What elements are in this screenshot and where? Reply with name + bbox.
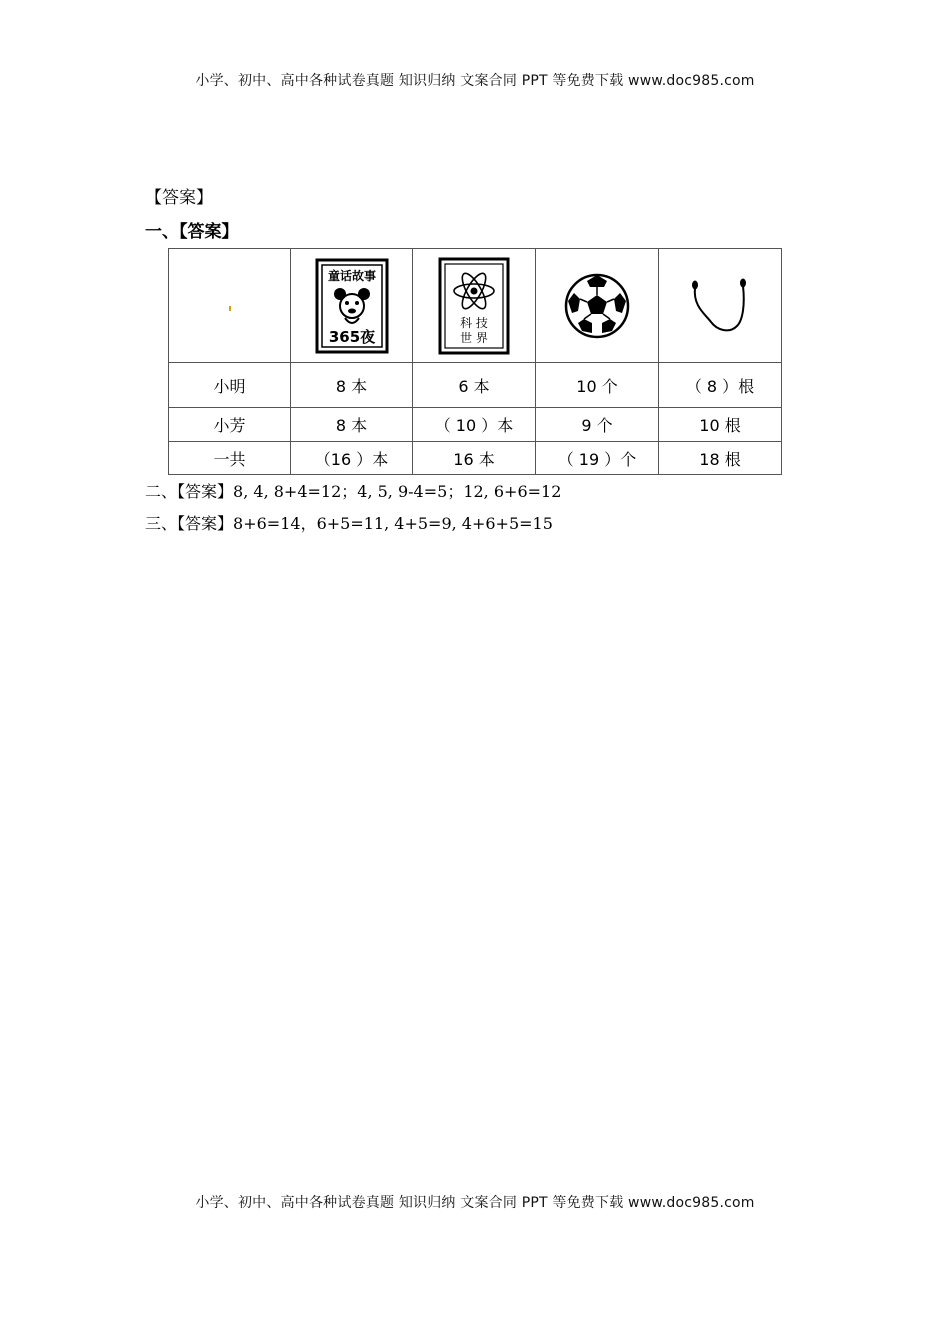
row-name: 小明 — [169, 363, 291, 408]
section-two — [145, 479, 561, 502]
section-three-prefix: 三、 — [145, 514, 178, 533]
table-row — [169, 363, 782, 408]
table-cell: 8 本 — [291, 363, 413, 408]
page-footer: 小学、初中、高中各种试卷真题 知识归纳 文案合同 PPT 等免费下载 www.doc985.com — [195, 1195, 755, 1211]
soccer-ball-icon — [564, 273, 630, 339]
table-row — [169, 442, 782, 475]
corner-cell — [169, 249, 291, 363]
table-cell: （16 ）本 — [291, 442, 413, 475]
table-cell: 9 个 — [536, 408, 659, 442]
table-cell: 16 本 — [413, 442, 536, 475]
section-two-content: 8, 4, 8+4=12；4, 5, 9-4=5；12, 6+6=12 — [233, 482, 562, 501]
table-cell: （ 10 ）本 — [413, 408, 536, 442]
table-row — [169, 408, 782, 442]
book1-title: 童话故事 — [327, 268, 376, 283]
table-cell: 8 本 — [291, 408, 413, 442]
book2-cell — [413, 249, 536, 363]
book1-subtitle: 365夜 — [328, 327, 375, 346]
row-name: 一共 — [169, 442, 291, 475]
section-two-prefix: 二、 — [145, 482, 178, 501]
table-cell: （ 8 ）根 — [659, 363, 782, 408]
rope-cell — [659, 249, 782, 363]
page-header: 小学、初中、高中各种试卷真题 知识归纳 文案合同 PPT 等免费下载 www.doc985.com — [195, 73, 755, 89]
row-name: 小芳 — [169, 408, 291, 442]
answer-heading: 【答案】 — [145, 188, 213, 208]
stray-mark — [229, 306, 231, 311]
image-row — [169, 249, 782, 363]
section-three — [145, 511, 553, 534]
section-two-tag: 【答案】 — [177, 482, 234, 501]
skipping-rope-icon — [685, 276, 755, 336]
fairy-tale-book-icon — [315, 258, 389, 354]
science-book-icon — [438, 257, 510, 355]
book2-title-line2: 世 界 — [460, 330, 488, 345]
section-three-tag: 【答案】 — [177, 514, 234, 533]
table-cell: 6 本 — [413, 363, 536, 408]
section-one-title: 一、【答案】 — [145, 222, 239, 242]
table-cell: 10 根 — [659, 408, 782, 442]
table-cell: （ 19 ）个 — [536, 442, 659, 475]
ball-cell — [536, 249, 659, 363]
section-three-content: 8+6=14，6+5=11, 4+5=9, 4+6+5=15 — [233, 514, 553, 533]
table-cell: 10 个 — [536, 363, 659, 408]
book2-title-line1: 科 技 — [460, 315, 488, 330]
answer-table — [168, 248, 782, 475]
book1-cell — [291, 249, 413, 363]
table-cell: 18 根 — [659, 442, 782, 475]
